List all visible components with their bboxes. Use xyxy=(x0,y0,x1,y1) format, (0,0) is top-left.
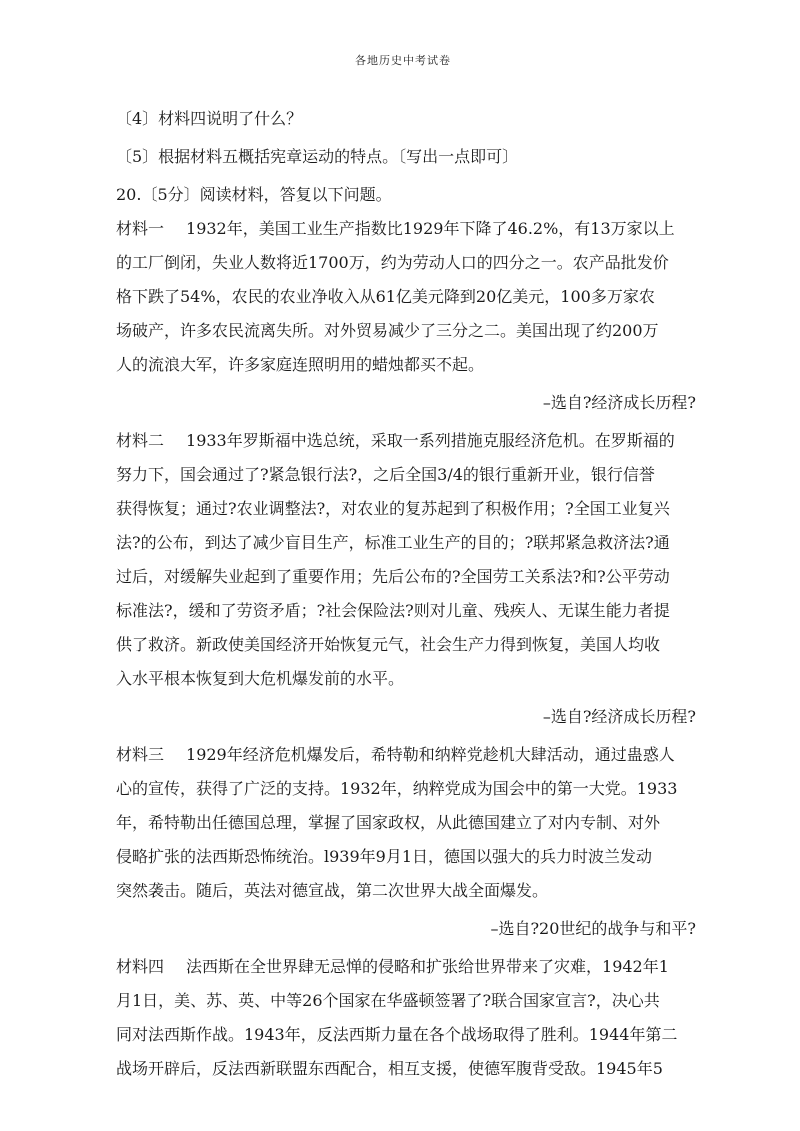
material-4-label: 材料四 xyxy=(116,957,165,976)
material-2-line-5: 过后，对缓解失业起到了重要作用；先后公布的?全国劳工关系法?和?公平劳动 xyxy=(116,567,670,586)
material-2-label: 材料二 xyxy=(116,431,165,450)
material-3-label: 材料三 xyxy=(116,745,165,764)
material-3-line-1: 1929年经济危机爆发后，希特勒和纳粹党趁机大肆活动，通过蛊惑人 xyxy=(186,745,675,764)
material-1-line-3: 格下跌了54%，农民的农业净收入从61亿美元降到20亿美元，100多万家农 xyxy=(116,287,655,306)
material-4-line-4: 战场开辟后，反法西新联盟东西配合，相互支援，使德军腹背受敌。1945年5 xyxy=(116,1059,663,1078)
material-4 xyxy=(116,950,690,1086)
question-5: 〔5〕根据材料五概括宪章运动的特点。〔写出一点即可〕 xyxy=(116,147,519,166)
material-1-line-4: 场破产，许多农民流离失所。对外贸易减少了三分之二。美国出现了约200万 xyxy=(116,321,659,340)
material-1-source: –选自?经济成长历程? xyxy=(542,393,696,412)
material-2-source: –选自?经济成长历程? xyxy=(542,707,696,726)
material-3-line-4: 侵略扩张的法西斯恐怖统治。l939年9月1日，德国以强大的兵力时波兰发动 xyxy=(116,847,653,866)
question-4: 〔4〕材料四说明了什么？ xyxy=(116,109,303,128)
material-1-line-2: 的工厂倒闭，失业人数将近1700万，约为劳动人口的四分之一。农产品批发价 xyxy=(116,253,669,272)
material-4-line-1: 法西斯在全世界肆无忌惮的侵略和扩张给世界带来了灾难，1942年1 xyxy=(186,957,669,976)
material-1 xyxy=(116,212,690,382)
material-3-line-2: 心的宣传，获得了广泛的支持。1932年，纳粹党成为国会中的第一大党。1933 xyxy=(116,779,678,798)
material-3-line-3: 年，希特勒出任德国总理，掌握了国家政权，从此德国建立了对内专制、对外 xyxy=(116,813,661,832)
material-2-line-8: 入水平根本恢复到大危机爆发前的水平。 xyxy=(116,669,405,688)
material-2-line-3: 获得恢复；通过?农业调整法?，对农业的复苏起到了积极作用；?全国工业复兴 xyxy=(116,499,670,518)
material-2-line-6: 标准法?，缓和了劳资矛盾；?社会保险法?则对儿童、残疾人、无谋生能力者提 xyxy=(116,601,670,620)
material-4-line-2: 月1日，美、苏、英、中等26个国家在华盛顿签署了?联合国家宣言?，决心共 xyxy=(116,991,660,1010)
material-2-line-1: 1933年罗斯福中选总统，采取一系列措施克服经济危机。在罗斯福的 xyxy=(186,431,675,450)
material-1-label: 材料一 xyxy=(116,219,165,238)
material-1-line-5: 人的流浪大军，许多家庭连照明用的蜡烛都买不起。 xyxy=(116,355,485,374)
material-2-line-2: 努力下，国会通过了?紧急银行法?，之后全国3/4的银行重新开业，银行信誉 xyxy=(116,465,655,484)
material-2-line-4: 法?的公布，到达了减少盲目生产，标准工业生产的目的；?联邦紧急救济法?通 xyxy=(116,533,670,552)
material-3-line-5: 突然袭击。随后，英法对德宣战，第二次世界大战全面爆发。 xyxy=(116,881,549,900)
material-3-source: –选自?20世纪的战争与和平? xyxy=(490,919,696,938)
material-3 xyxy=(116,738,690,908)
material-2-line-7: 供了救济。新政使美国经济开始恢复元气，社会生产力得到恢复，美国人均收 xyxy=(116,635,661,654)
material-2 xyxy=(116,424,690,696)
question-20: 20.〔5分〕阅读材料，答复以下问题。 xyxy=(116,185,392,204)
page-header: 各地历史中考试卷 xyxy=(355,54,451,67)
material-1-line-1: 1932年，美国工业生产指数比1929年下降了46.2%，有13万家以上 xyxy=(186,219,675,238)
material-4-line-3: 同对法西斯作战。1943年，反法西斯力量在各个战场取得了胜利。1944年第二 xyxy=(116,1025,678,1044)
